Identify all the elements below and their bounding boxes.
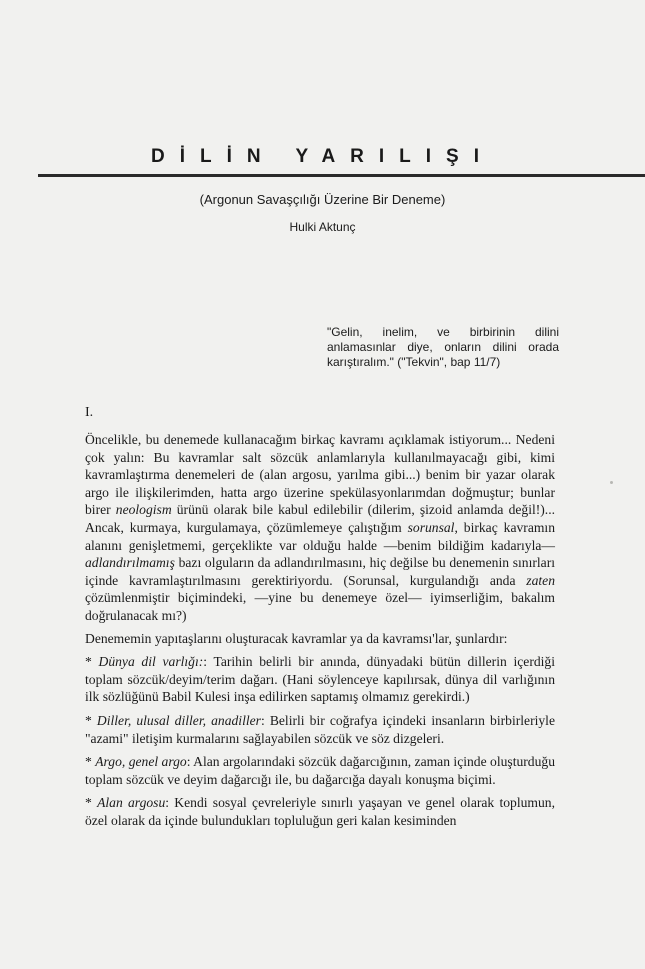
emphasis: sorunsal bbox=[407, 519, 455, 535]
text-span: , birkaç kavramın alanını genişletmemi, gerçeklikte var olduğu halde —benim bildiğim kadarıyla— bbox=[85, 519, 555, 553]
text-span: ürünü olarak bile kabul edilebilir (dilerim, şizoid anlamda değil!)... Ancak, kurmaya, kurgulamaya, çözümlemeye çalıştığım bbox=[85, 502, 555, 535]
paragraph bbox=[85, 431, 555, 625]
definition-term: Argo, genel argo bbox=[95, 754, 187, 770]
text-span: Öncelikle, bu denemede kullanacağım birkaç kavramı açıklamak istiyorum... Nedeni çok yalın: Bu kavramlar salt sözcük anlamlarıyla kullanılmayacağı gibi, kimi kavramlaştırma denemeleri de (alan argosu, yarılma gibi...) benim bir yazar olarak argo ile ilişkilerimden, hatta argo üzerine spekülasyonlarımdan doğmuştur; bunlar birer bbox=[85, 432, 555, 518]
definition-item bbox=[85, 653, 555, 706]
text-span: çözümlenmiştir biçimindeki, —yine bu denemeye özel— iyimserliğim, bakalım doğrulanacak mı?) bbox=[85, 590, 555, 623]
emphasis: neologism bbox=[115, 502, 172, 518]
emphasis: adlandırılmamış bbox=[85, 555, 175, 571]
page-title: DİLİN YARILIŞI bbox=[150, 146, 495, 167]
section-number: I. bbox=[85, 405, 94, 420]
paper-speck bbox=[610, 481, 613, 484]
definition-text: : Tarihin belirli bir anında, dünyadaki bütün dillerin içerdiği toplam sözcük/deyim/terim dağarı. (Hani söylenceye kapılırsak, dünya dil varlığının ilk sözlüğünü Babil Kulesi inşa edilirken saptamış olmamız gerekirdi.) bbox=[85, 654, 555, 705]
body-text bbox=[85, 431, 555, 835]
definition-item bbox=[85, 794, 555, 829]
definition-term: Diller, ulusal diller, anadiller bbox=[96, 712, 261, 728]
definition-term: Dünya dil varlığı: bbox=[98, 654, 204, 670]
bullet-marker: * bbox=[85, 795, 92, 811]
definition-text: : Kendi sosyal çevreleriyle sınırlı yaşayan ve genel olarak toplumun, özel olarak da içinde bulundukları topluluğun geri kalan kesiminden bbox=[85, 795, 555, 828]
author-name: Hulki Aktunç bbox=[289, 220, 356, 234]
bullet-marker: * bbox=[85, 712, 92, 728]
epigraph-quote: "Gelin, inelim, ve birbirinin dilini anlamasınlar diye, onların dilini orada karıştıralım." ("Tekvin", bap 11/7) bbox=[327, 325, 559, 369]
paragraph: Denememin yapıtaşlarını oluşturacak kavramlar ya da kavramsı'lar, şunlardır: bbox=[85, 630, 508, 646]
subtitle: (Argonun Savaşçılığı Üzerine Bir Deneme) bbox=[199, 192, 446, 207]
definition-item bbox=[85, 712, 555, 747]
definition-text: : Belirli bir coğrafya içindeki insanların birbirleriyle "azami" iletişim kurmalarını sağlayabilen sözcük ve söz dizgeleri. bbox=[85, 712, 555, 746]
emphasis: zaten bbox=[526, 572, 555, 588]
text-span: bazı olguların da adlandırılmasını, hiç değilse bu denemenin sınırları içinde kavramlaştırılmasını gerektiriyordu. (Sorunsal, kurgulandığı anda bbox=[85, 555, 555, 588]
bullet-marker: * bbox=[85, 654, 92, 670]
definition-item bbox=[85, 753, 555, 788]
title-rule bbox=[38, 174, 645, 177]
bullet-marker: * bbox=[85, 754, 92, 770]
definition-term: Alan argosu bbox=[97, 795, 166, 811]
definition-text: : Alan argolarındaki sözcük dağarcığının, zaman içinde oluşturduğu toplam sözcük ve deyim dağarcığı ile, bu dağarcığa dayalı konuşma biçimi. bbox=[85, 754, 555, 787]
